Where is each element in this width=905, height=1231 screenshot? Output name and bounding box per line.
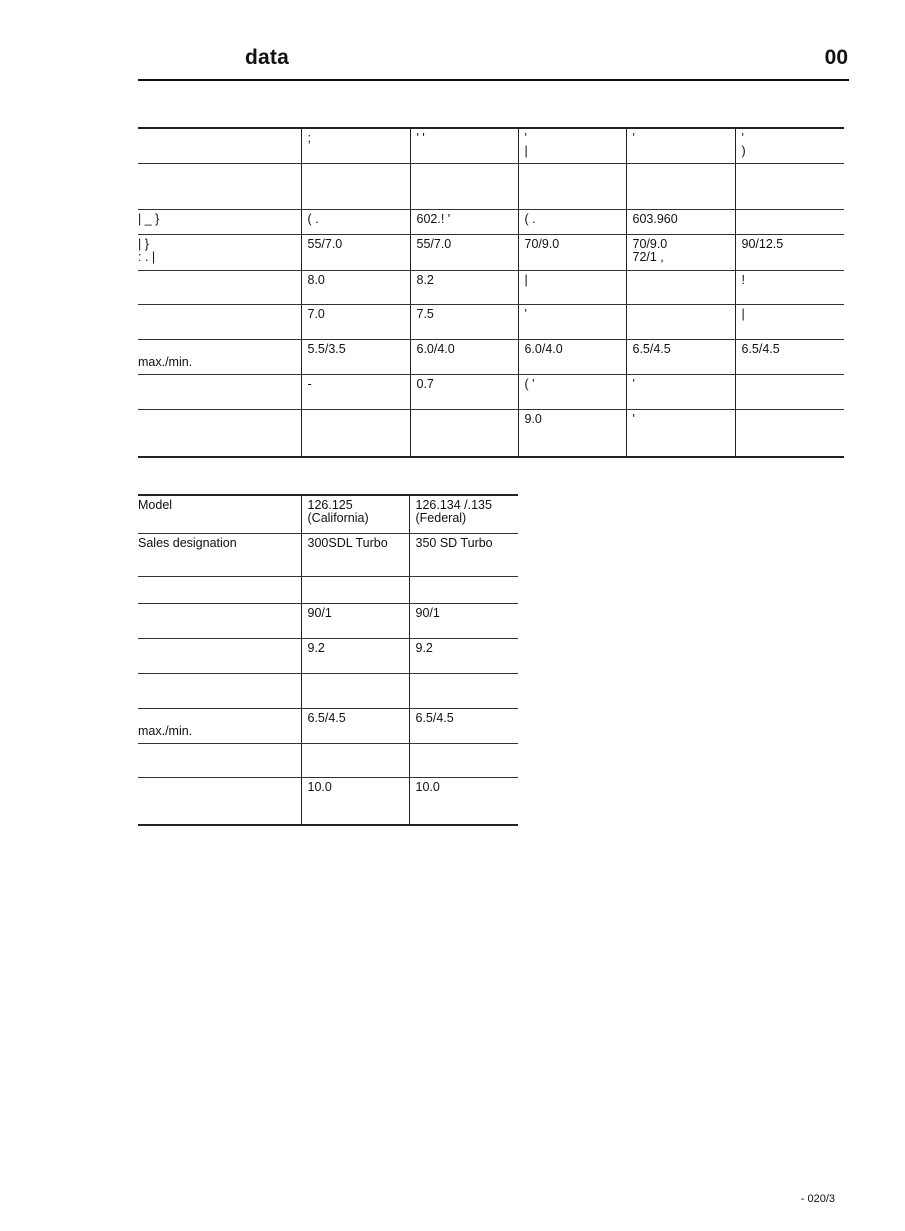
row-label <box>138 743 301 777</box>
table-cell <box>518 163 626 209</box>
row-label: max./min. <box>138 708 301 743</box>
table-cell: 10.0 <box>409 777 518 825</box>
table-cell <box>735 163 844 209</box>
table-cell: 90/1 <box>301 603 409 638</box>
table-cell: 10.0 <box>301 777 409 825</box>
table-cell <box>301 673 409 708</box>
table-cell: ( . <box>301 209 410 234</box>
table-cell: 90/12.5 <box>735 234 844 270</box>
table-cell: 126.134 /.135 (Federal) <box>409 495 518 533</box>
row-label <box>138 163 301 209</box>
table-cell: 8.2 <box>410 270 518 304</box>
table-cell <box>409 576 518 603</box>
table-cell: 602.! ' <box>410 209 518 234</box>
table-cell: 126.125 (California) <box>301 495 409 533</box>
table-cell: 5.5/3.5 <box>301 339 410 374</box>
table-cell: ; <box>301 128 410 163</box>
table-cell <box>409 673 518 708</box>
table-cell: 6.5/4.5 <box>301 708 409 743</box>
table-cell <box>735 209 844 234</box>
table-cell: 350 SD Turbo <box>409 533 518 576</box>
table-cell: 55/7.0 <box>301 234 410 270</box>
row-label <box>138 270 301 304</box>
page-title: data <box>245 46 289 69</box>
table-cell: ! <box>735 270 844 304</box>
table-cell: 0.7 <box>410 374 518 409</box>
row-label <box>138 374 301 409</box>
table-cell: 6.0/4.0 <box>518 339 626 374</box>
row-label <box>138 576 301 603</box>
table-cell: ' <box>518 304 626 339</box>
table-cell: 90/1 <box>409 603 518 638</box>
row-label: | _ } <box>138 209 301 234</box>
table-cell <box>410 163 518 209</box>
table-cell: ' <box>626 128 735 163</box>
section-number: 00 <box>824 46 848 69</box>
table-cell <box>626 163 735 209</box>
table-cell: 9.0 <box>518 409 626 457</box>
row-label <box>138 409 301 457</box>
table-cell: 70/9.0 72/1 , <box>626 234 735 270</box>
table-cell: 7.5 <box>410 304 518 339</box>
table-cell: | <box>735 304 844 339</box>
row-label <box>138 128 301 163</box>
table-cell: 6.0/4.0 <box>410 339 518 374</box>
table-cell <box>735 374 844 409</box>
table-cell: 55/7.0 <box>410 234 518 270</box>
table-cell <box>409 743 518 777</box>
table-cell <box>301 576 409 603</box>
table-cell: 6.5/4.5 <box>735 339 844 374</box>
table-cell: 9.2 <box>409 638 518 673</box>
row-label <box>138 638 301 673</box>
table-cell <box>301 163 410 209</box>
table-cell: ' <box>626 409 735 457</box>
table-cell: 8.0 <box>301 270 410 304</box>
technical-data-table-1 <box>138 127 844 458</box>
row-label: | } : . | <box>138 234 301 270</box>
row-label: Sales designation <box>138 533 301 576</box>
technical-data-table-2 <box>138 494 518 826</box>
table-cell <box>301 409 410 457</box>
table-cell: - <box>301 374 410 409</box>
table-cell: | <box>518 270 626 304</box>
row-label <box>138 603 301 638</box>
table-cell: ' ) <box>735 128 844 163</box>
table-cell: ' <box>626 374 735 409</box>
table-cell: ' | <box>518 128 626 163</box>
table-cell <box>735 409 844 457</box>
row-label <box>138 777 301 825</box>
row-label: max./min. <box>138 339 301 374</box>
table-cell: 300SDL Turbo <box>301 533 409 576</box>
table-cell <box>626 304 735 339</box>
table-cell: 9.2 <box>301 638 409 673</box>
row-label <box>138 673 301 708</box>
page-number: - 020/3 <box>800 1193 835 1205</box>
table-cell: 6.5/4.5 <box>626 339 735 374</box>
table-cell: ' ' <box>410 128 518 163</box>
row-label: Model <box>138 495 301 533</box>
table-cell: 6.5/4.5 <box>409 708 518 743</box>
table-cell <box>410 409 518 457</box>
table-cell <box>301 743 409 777</box>
table-cell: 7.0 <box>301 304 410 339</box>
table-cell: 70/9.0 <box>518 234 626 270</box>
table-cell <box>626 270 735 304</box>
table-cell: ( . <box>518 209 626 234</box>
row-label <box>138 304 301 339</box>
header-rule <box>138 79 849 81</box>
table-cell: 603.960 <box>626 209 735 234</box>
table-cell: ( ' <box>518 374 626 409</box>
